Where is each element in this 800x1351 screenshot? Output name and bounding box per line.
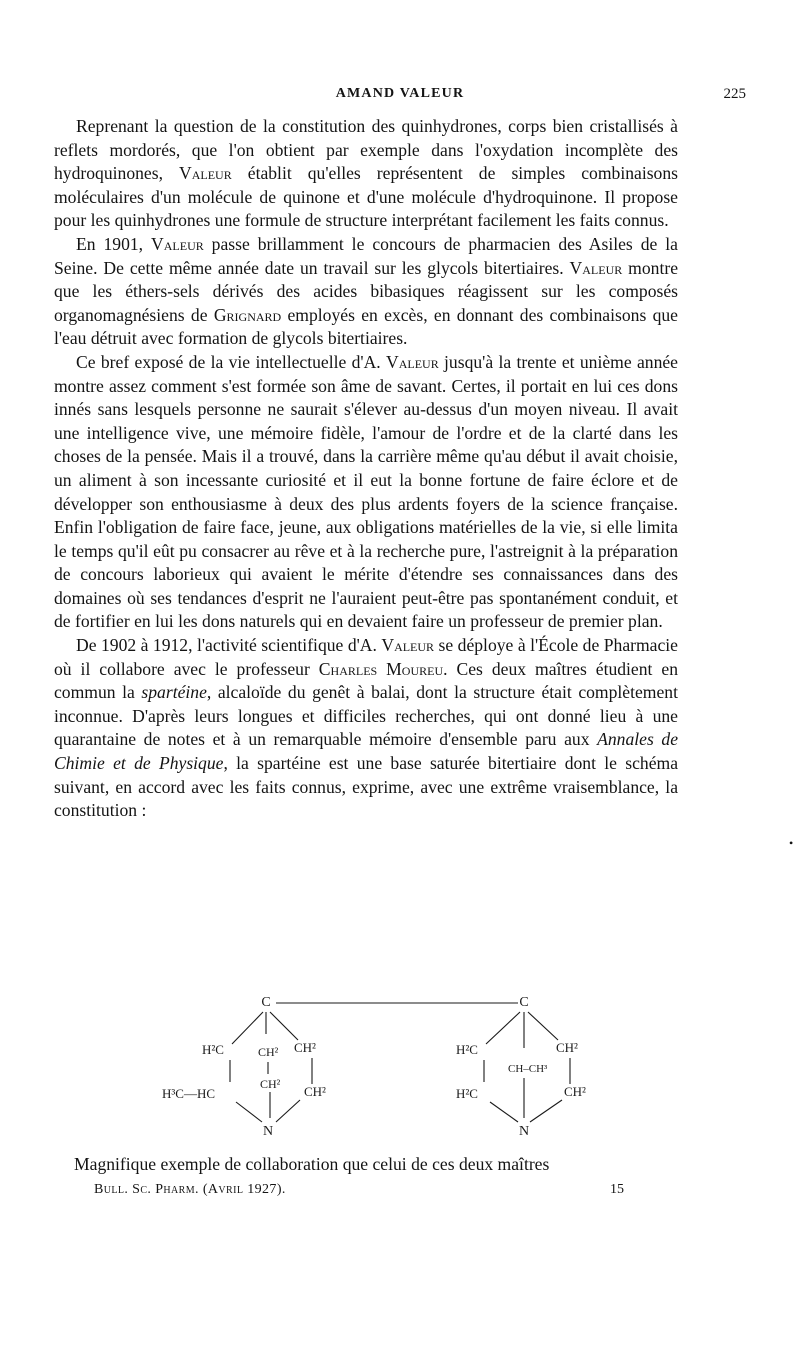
bond-left-c-ch2-right — [270, 1012, 298, 1040]
formula-right-ch-ch3: CH–CH³ — [508, 1063, 548, 1075]
proper-name: Valeur — [386, 351, 439, 372]
bond-right-c-ch2-right — [528, 1012, 558, 1040]
formula-right-h2c-lower: H²C — [456, 1086, 478, 1101]
formula-right-h2c: H²C — [456, 1042, 478, 1057]
formula-right-ch2-right: CH² — [556, 1040, 578, 1055]
proper-name: Charles Moureu — [318, 658, 444, 679]
bond-right-h2c-n — [490, 1102, 518, 1122]
formula-left-ch2-right: CH² — [294, 1040, 316, 1055]
sparteine-structural-formula — [140, 992, 680, 1142]
italic-term: Annales de Chimie et de Physique — [54, 729, 679, 774]
continuation-line: Magnifique exemple de collaboration que celui de ces deux maîtres — [74, 1154, 550, 1174]
proper-name: Grignard — [213, 304, 282, 325]
text-run: De 1902 à 1912, l'activité scientifique d'A. — [76, 635, 382, 656]
bond-left-ch2-n — [276, 1100, 300, 1122]
formula-left-ch2-mid: CH² — [260, 1077, 281, 1091]
proper-name: Valeur — [381, 635, 435, 656]
text-run: Ce bref exposé de la vie intellectuelle d'A. — [76, 351, 387, 372]
bond-left-hc-n — [236, 1102, 262, 1122]
proper-name: Valeur — [151, 233, 204, 254]
formula-left-ch2-inner: CH² — [258, 1045, 279, 1059]
text-run: , alcaloïde du genêt à balai, dont la structure était complètement inconnue. D'après leurs longues et difficiles recherches, qui ont donné lieu à une quarantaine de notes et à un remarquable mémoire d'ensemble paru aux — [54, 682, 678, 750]
formula-right-top-c: C — [519, 995, 529, 1010]
journal-source: Bull. Sc. Pharm. (Avril 1927). — [94, 1182, 286, 1197]
formula-left-n: N — [262, 1124, 274, 1139]
bond-right-ch2-n — [530, 1100, 562, 1122]
text-run: jusqu'à la trente et unième année montre assez comment s'est formée son âme de savant. Certes, il portait en lui ces dons innés sans lesquels personne ne saurait s'élever au-dessus d'un moyen niveau. Il avait une intelligence vive, une mémoire fidèle, l'amour de l'ordre et de la clarté dans les choses de la pensée. Mais il a trouvé, dans la carrière même qu'au début il avait choisie, un aliment à son incessante curiosité et il eut la bonne fortune de faire éclore et de développer son enthousiasme à deux des plus ardents foyers de la science française. Enfin l'obligation de faire face, jeune, aux obligations matérielles de la vie, si elle limita le temps qu'il eût pu consacrer au rêve et à la recherche pure, l'astreignit à la préparation de concours laborieux qui avaient le mérite d'étendre ses connaissances dans des domaines où ses tendances d'esprit ne l'auraient peut-être pas spontanément conduit, et de fortifier en lui les dons naturels qui en devaient faire un professeur de premier plan. — [54, 351, 678, 632]
text-run: , la spartéine est une base saturée bitertiaire dont le schéma suivant, en accord avec les faits connus, exprime, avec une extrême vraisemblance, la constitution : — [54, 753, 678, 821]
text-run: montre que les éthers-sels dérivés des acides bibasiques réagissent sur les composés organomagnésiens de — [54, 257, 679, 325]
paragraph — [54, 351, 678, 634]
text-run: . Ces deux maîtres étudient en commun la — [54, 658, 678, 703]
formula-left-top-c: C — [261, 995, 271, 1010]
italic-term: spartéine — [141, 682, 207, 703]
margin-dot: • — [789, 836, 794, 850]
text-run: passe brillamment le concours de pharmacien des Asiles de la Seine. De cette même année date un travail sur les glycols bitertiaires. — [54, 233, 678, 278]
page-footer — [94, 1182, 634, 1204]
running-head-title: AMAND VALEUR — [335, 86, 465, 101]
formula-left-h2c: H²C — [202, 1042, 224, 1057]
formula-right-n: N — [518, 1124, 530, 1139]
body-text — [54, 115, 678, 823]
formula-right-ch2-lower-right: CH² — [564, 1084, 586, 1099]
running-head — [54, 86, 746, 108]
text-run: employés en excès, en donnant des combinaisons que l'eau détruit avec formation de glycols bitertiaires. — [54, 304, 678, 349]
paragraph — [54, 233, 678, 351]
text-run: En 1901, — [76, 233, 152, 254]
text-run: se déploye à l'École de Pharmacie où il collabore avec le professeur — [54, 635, 678, 679]
paragraph — [54, 634, 678, 823]
bond-right-c-h2c — [486, 1012, 520, 1044]
formula-left-ch2-lower-right: CH² — [304, 1084, 326, 1099]
page-number: 225 — [723, 86, 746, 102]
text-run: établit qu'elles représentent de simples combinaisons moléculaires d'un molécule de quinone et d'une molécule d'hydroquinone. Il propose pour les quinhydrones une formule de structure interprétant facilement les faits connus. — [54, 163, 679, 231]
proper-name: Valeur — [569, 257, 623, 278]
text-run: Reprenant la question de la constitution des quinhydrones, corps bien cristallisés à reflets mordorés, que l'on obtient par exemple dans l'oxydation incomplète des hydroquinones, — [54, 116, 678, 184]
signature-mark: 15 — [610, 1182, 624, 1197]
formula-diagram — [140, 992, 680, 1142]
proper-name: Valeur — [179, 163, 232, 184]
bond-left-c-h2c — [232, 1012, 263, 1044]
paragraph — [54, 115, 678, 233]
formula-left-h3c-hc: H³C—HC — [162, 1086, 216, 1101]
